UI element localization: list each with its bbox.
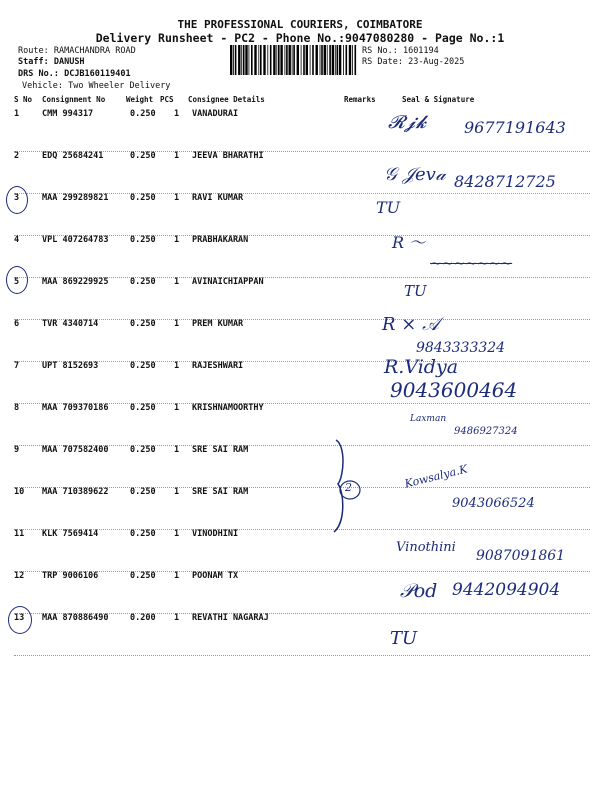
vehicle-label: Vehicle: [22,81,63,91]
barcode-bar [329,45,331,75]
cell-consignee: VANADURAI [192,109,239,119]
table-row [14,403,590,446]
drs-value: DCJB160119401 [64,69,131,79]
phone-row8: 9486927324 [454,426,518,437]
cell-consignment: MAA 870886490 [42,613,109,623]
col-seal-signature: Seal & Signature [402,95,475,104]
cell-consignee: JEEVA BHARATHI [192,151,264,161]
circle-mark-row5 [6,266,28,294]
cell-weight: 0.250 [130,235,156,245]
barcode-bar [289,45,291,75]
staff-line [18,57,85,68]
cell-consignee: POONAM TX [192,571,239,581]
cell-pcs: 1 [174,277,180,287]
staff-value: DANUSH [53,57,85,67]
rs-no-label: RS No.: [362,46,398,56]
col-weight: Weight [126,95,154,104]
barcode-bar [241,45,242,75]
tu-mark-row5: TU [404,282,427,300]
barcode-bar [316,45,318,75]
barcode-bar [312,45,314,75]
tu-mark-row3: TU [376,198,401,217]
vehicle-line [22,81,170,92]
barcode-bar [310,45,311,75]
phone-row7: 9043600464 [390,378,518,402]
barcode-bar [349,45,351,75]
cell-consignment: CMM 994317 [42,109,94,119]
cell-pcs: 1 [174,571,180,581]
cell-pcs: 1 [174,487,180,497]
col-remarks: Remarks [344,95,376,104]
cell-consignment: MAA 869229925 [42,277,109,287]
barcode-bar [278,45,280,75]
barcode-bar [263,45,265,75]
cell-weight: 0.250 [130,403,156,413]
vehicle-value: Two Wheeler Delivery [68,81,171,91]
barcode-bar [273,45,275,75]
barcode-bar [292,45,293,75]
cell-sno: 10 [14,487,25,497]
table-row [14,193,590,236]
phone-row10: 9043066524 [452,496,535,511]
cell-weight: 0.200 [130,613,156,623]
barcode-bar [324,45,326,75]
name-row7: R.Vidya [384,356,459,378]
rs-no-value: 1601194 [402,46,439,56]
cell-consignee: VINODHINI [192,529,239,539]
col-sno: S No [14,95,33,104]
circle-mark-row3 [6,186,28,214]
cell-consignment: MAA 709370186 [42,403,109,413]
cell-consignment: VPL 407264783 [42,235,109,245]
barcode-bar [243,45,245,75]
col-consignee: Consignee Details [188,95,265,104]
signature-row1: 𝓡𝓳𝓴 [388,112,427,133]
barcode-bar [233,45,234,75]
cell-sno: 1 [14,109,20,119]
barcode-bar [352,45,353,75]
drs-line [18,69,131,80]
barcode-bar [339,45,341,75]
barcode-bar [280,45,282,75]
cell-consignee: KRISHNAMOORTHY [192,403,264,413]
barcode-bar [258,45,259,75]
phone-row12: 9442094904 [452,580,561,600]
name-row10: Kowsalya.K [403,462,469,491]
cell-consignment: UPT 8152693 [42,361,99,371]
barcode-bar [320,45,321,75]
cell-consignee: SRE SAI RAM [192,445,249,455]
cell-sno: 8 [14,403,20,413]
cell-sno: 6 [14,319,20,329]
tu-mark-row13: TU [390,628,418,649]
signature-row12: 𝒫𝑜𝑑 [400,580,438,602]
cell-pcs: 1 [174,151,180,161]
barcode-bar [355,45,357,75]
cell-pcs: 1 [174,361,180,371]
barcode-bar [293,45,295,75]
barcode-bar [267,45,268,75]
runsheet-title: THE PROFESSIONAL COURIERS, COIMBATORE [177,18,423,31]
cell-weight: 0.250 [130,445,156,455]
barcode-bar [276,45,277,75]
rs-date-line [362,57,464,68]
cell-weight: 0.250 [130,361,156,371]
barcode-bar [321,45,323,75]
barcode-bar [332,45,334,75]
drs-label: DRS No.: [18,69,59,79]
barcode-bar [285,45,286,75]
barcode-bar [238,45,240,75]
name-row8: Laxman [410,414,447,424]
bracket-mark [324,436,384,536]
rs-date-value: 23-Aug-2025 [408,57,465,67]
rs-no-line [362,46,439,57]
cell-weight: 0.250 [130,529,156,539]
route-value: RAMACHANDRA ROAD [53,46,136,56]
barcode-bar [251,45,253,75]
cell-weight: 0.250 [130,277,156,287]
cell-sno: 9 [14,445,20,455]
col-consignment: Consignment No [42,95,106,104]
phone-row6: 9843333324 [416,340,506,356]
cell-consignment: MAA 299289821 [42,193,109,203]
table-row [14,277,590,320]
cell-pcs: 1 [174,529,180,539]
barcode-bar [335,45,336,75]
cell-consignee: AVINAICHIAPPAN [192,277,264,287]
barcode-bar [260,45,262,75]
barcode-bar [327,45,328,75]
cell-weight: 0.250 [130,109,156,119]
route-line [18,46,136,57]
table-row [14,445,590,491]
cell-pcs: 1 [174,235,180,245]
barcode-bar [297,45,299,75]
cell-sno: 5 [14,277,20,287]
cell-pcs: 1 [174,445,180,455]
cell-pcs: 1 [174,109,180,119]
signature-row2: 𝒢 𝒥𝑒𝑣𝒶 [384,164,446,185]
cell-consignee: SRE SAI RAM [192,487,249,497]
staff-label: Staff: [18,57,49,67]
name-row11: Vinothini [396,540,456,555]
barcode-bar [270,45,272,75]
cell-consignee: RAJESHWARI [192,361,244,371]
circle-mark-row13 [8,606,32,634]
cell-sno: 2 [14,151,20,161]
barcode-bar [303,45,305,75]
cell-weight: 0.250 [130,193,156,203]
route-label: Route: [18,46,49,56]
barcode-bar [249,45,250,75]
runsheet-subtitle: Delivery Runsheet - PC2 - Phone No.:9047080280 - Page No.:1 [95,31,505,45]
barcode-bar [254,45,256,75]
barcode-bar [245,45,247,75]
cell-consignment: MAA 707582400 [42,445,109,455]
cell-pcs: 1 [174,403,180,413]
phone-row1: 9677191643 [464,118,566,137]
cell-pcs: 1 [174,613,180,623]
cell-consignee: PREM KUMAR [192,319,244,329]
struck-signature-row4: ~~~~~~~ [430,256,513,272]
cell-sno: 4 [14,235,20,245]
barcode-bar [230,45,232,75]
cell-sno: 13 [14,613,25,623]
rs-date-label: RS Date: [362,57,403,67]
cell-weight: 0.250 [130,487,156,497]
cell-consignee: REVATHI NAGARAJ [192,613,269,623]
cell-sno: 12 [14,571,25,581]
cell-consignee: RAVI KUMAR [192,193,244,203]
cell-consignment: EDQ 25684241 [42,151,104,161]
phone-row2: 8428712725 [454,172,556,191]
barcode-bar [337,45,339,75]
cell-pcs: 1 [174,319,180,329]
barcode-bar [235,45,237,75]
barcode-bar [306,45,308,75]
phone-row11: 9087091861 [476,548,566,564]
cell-consignment: KLK 7569414 [42,529,99,539]
signature-row6: 𝑅 × 𝒜 [382,314,440,335]
cell-consignment: MAA 710389622 [42,487,109,497]
cell-weight: 0.250 [130,319,156,329]
col-pcs: PCS [160,95,174,104]
bracket-mark-number: 2 [345,481,352,494]
cell-consignment: TVR 4340714 [42,319,99,329]
cell-consignment: TRP 9006106 [42,571,99,581]
cell-pcs: 1 [174,193,180,203]
barcode-bar [346,45,348,75]
cell-sno: 7 [14,361,20,371]
cell-weight: 0.250 [130,151,156,161]
cell-sno: 3 [14,193,20,203]
cell-sno: 11 [14,529,25,539]
barcode-bar [301,45,302,75]
cell-weight: 0.250 [130,571,156,581]
barcode [230,45,358,75]
table-row [14,613,590,656]
barcode-bar [343,45,344,75]
barcode-bar [286,45,288,75]
cell-consignee: PRABHAKARAN [192,235,249,245]
signature-row4: 𝑅 ～ [392,233,426,252]
